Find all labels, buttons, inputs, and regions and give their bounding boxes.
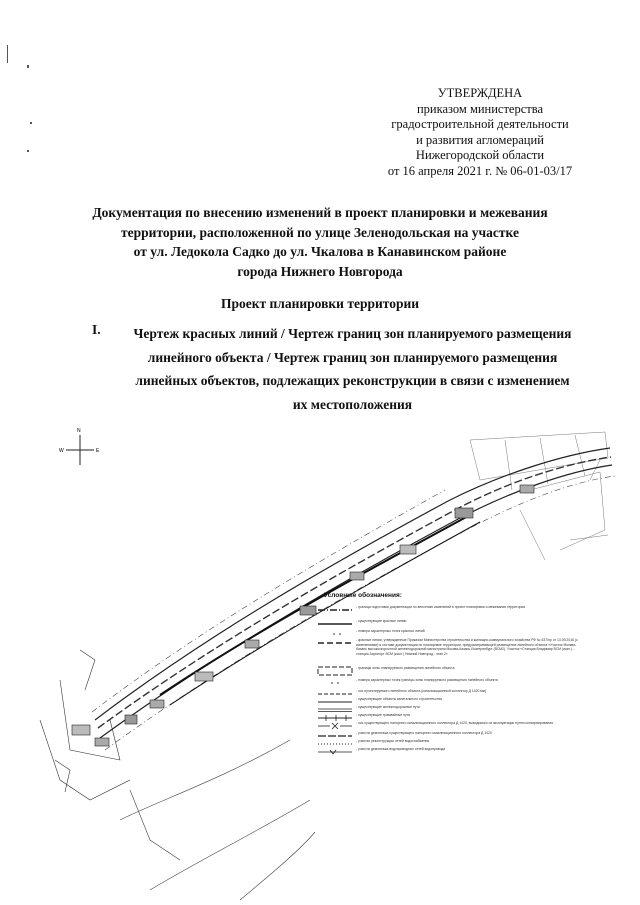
legend-label: - границы зоны планируемого размещения линейного объекта: [356, 666, 455, 670]
legend-title: Условные обозначения:: [324, 592, 402, 599]
scan-mark: [27, 65, 29, 68]
approval-line-4: и развития агломераций: [416, 132, 544, 147]
approval-stamp: [385, 86, 575, 179]
approval-line-3: градостроительной деятельности: [391, 117, 569, 131]
legend-label: - красные линии, утвержденные Приказом Министерства строительства и жилищно-коммунального хозяйства РФ № 637/пр от 13.09.2016 (с изменениями) в составе документации по планировке территории, предусматривающей размещение линейного объекта «Участок Москва-Казань высокоскоростной железнодорожной магистрали Москва-Казань-Екатеринбург (ВСМ2). Участок «Станция Владимир ВСМ (искл.) - станция Аэропорт ВСМ (искл.) Нижний Новгород - этап 2»: [356, 638, 578, 656]
legend-label: - участки реконструкции сетей водоснабжения: [356, 739, 430, 743]
compass-n: N: [77, 428, 81, 434]
legend-label: - ось существующего напорного канализационного коллектора Д 1420, выводимого из эксплуатации путем консервирования: [356, 721, 553, 725]
legend-label: - существующие железнодорожные пути: [356, 705, 420, 709]
section-title: Проект планировки территории: [220, 296, 420, 311]
compass-w: W: [59, 448, 64, 454]
lower-boundary: [120, 740, 315, 900]
legend-label: - участок демонтажа водопроводных сетей водопровода: [356, 747, 446, 751]
title-line-2: территории, расположенной по улице Зеленодольская на участке: [121, 224, 519, 240]
legend-label: - ось проектируемого линейного объекта (канализационный коллектор Д 1420 мм): [356, 689, 487, 693]
compass-e: E: [96, 448, 100, 454]
scan-mark: [30, 122, 32, 124]
approval-line-5: Нижегородской области: [415, 148, 545, 162]
legend-label: - участок демонтажа существующего напорного канализационного коллектора Д 1420: [356, 731, 492, 735]
section-item-number: I.: [92, 322, 101, 337]
scan-mark: [7, 45, 8, 63]
legend-label: - существующие объекты капитального строительства: [356, 697, 442, 701]
legend-label: - номера характерных точек красных линий: [356, 629, 425, 633]
legend-label: - номера характерных точек границы зоны планируемого размещения линейного объекта: [356, 678, 498, 682]
title-line-1: Документация по внесению изменений в проект планировки и межевания: [92, 205, 548, 220]
title-line-3: от ул. Ледокола Садко до ул. Чкалова в Канавинском районе: [133, 244, 507, 259]
approval-line-2: приказом министерства: [416, 101, 544, 116]
approval-line-1: УТВЕРЖДЕНА: [437, 86, 523, 100]
scan-mark: [27, 150, 29, 152]
legend-label: - существующие красные линии: [356, 619, 407, 623]
item-line-2: линейного объекта / Чертеж границ зон планируемого размещения: [147, 349, 558, 365]
approval-line-6: от 16 апреля 2021 г. № 06-01-03/17: [387, 163, 573, 178]
cadastral-lines: [470, 432, 608, 560]
document-title: [60, 203, 580, 281]
title-line-4: города Нижнего Новгорода: [237, 263, 403, 279]
item-line-1: Чертеж красных линий / Чертеж границ зон планируемого размещения: [133, 326, 572, 341]
compass-rose: [59, 428, 100, 465]
item-line-3: линейных объектов, подлежащих реконструкции в связи с изменением: [135, 373, 570, 388]
legend-label: - существующие трамвайные пути: [356, 713, 411, 717]
item-line-4: их местоположения: [292, 396, 413, 412]
section-item-heading: [110, 322, 595, 416]
legend-label: - граница подготовки документации по внесению изменений в проект планировки и межевания территории: [356, 605, 526, 609]
map-legend: [316, 592, 584, 752]
